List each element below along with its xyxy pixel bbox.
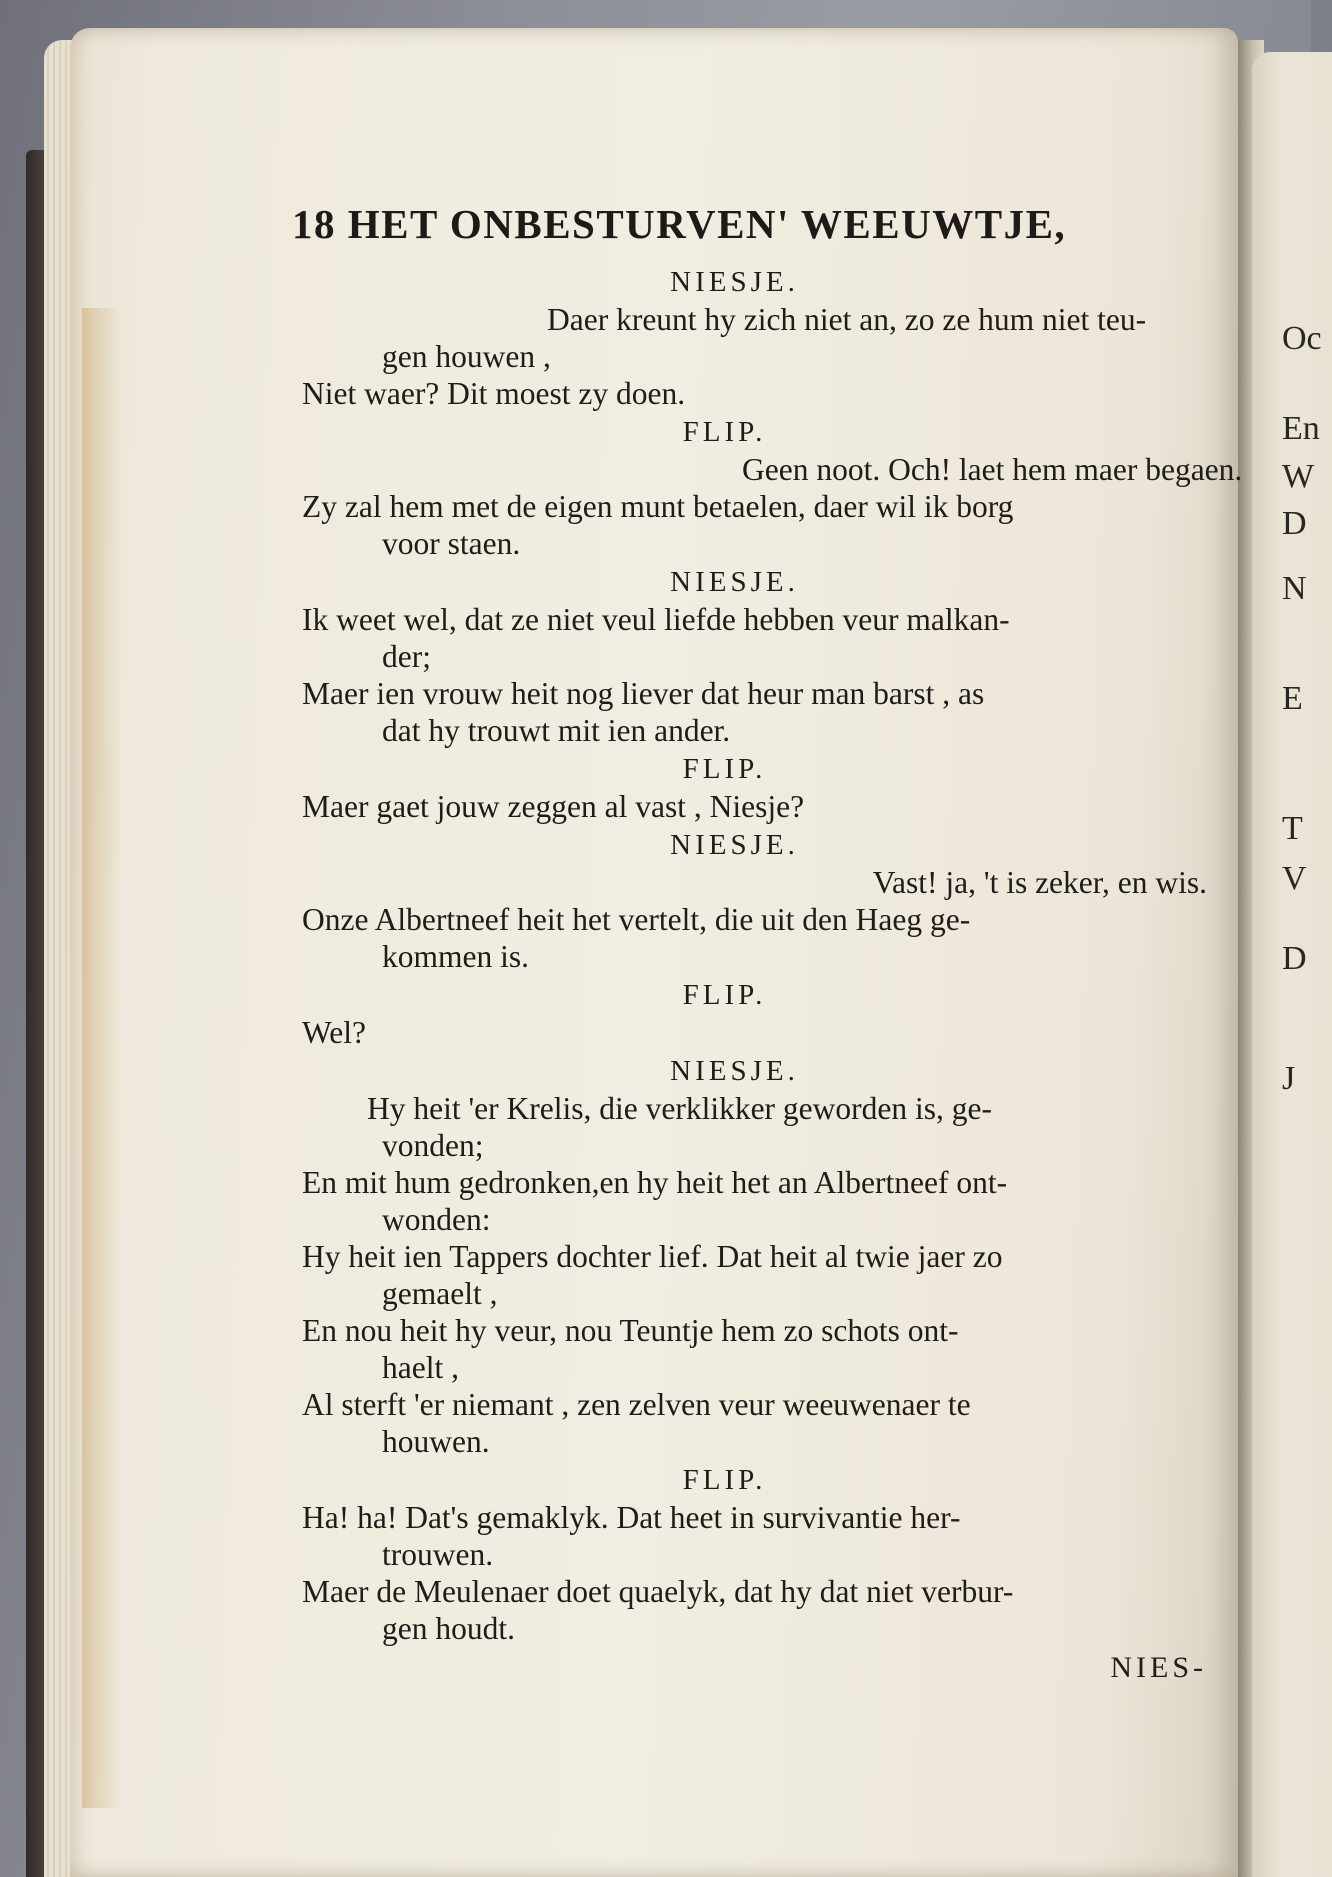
facing-page-letter: J [1282,1060,1296,1097]
verse-line: Wel? [302,1015,366,1050]
speaker-label: FLIP. [682,753,767,785]
catchword: NIES- [1110,1651,1207,1684]
verse-line: Daer kreunt hy zich niet an, zo ze hum niet teu- [547,302,1147,337]
facing-page-letter: N [1282,570,1307,607]
speaker-label: NIESJE. [670,829,799,861]
running-head: 18 HET ONBESTURVEN' WEEUWTJE, [292,201,1067,247]
verse-line: En mit hum gedronken,en hy heit het an Albertneef ont- [302,1165,1008,1200]
verse-line: Hy heit ien Tappers dochter lief. Dat heit al twie jaer zo [302,1239,1003,1274]
facing-page-letter: E [1282,680,1303,717]
verse-line: vonden; [382,1128,484,1163]
speaker-label: NIESJE. [670,266,799,298]
speaker-label: NIESJE. [670,1055,799,1087]
verse-line: Hy heit 'er Krelis, die verklikker geworden is, ge- [367,1091,992,1126]
verse-line: gen houdt. [382,1611,515,1646]
play-text [302,262,1243,1686]
verse-line: gemaelt , [382,1276,498,1311]
verse-line: En nou heit hy veur, nou Teuntje hem zo schots ont- [302,1313,959,1348]
facing-page-letter: V [1282,860,1307,897]
verse-line: haelt , [382,1350,459,1385]
verse-line: Maer de Meulenaer doet quaelyk, dat hy dat niet verbur- [302,1574,1014,1609]
verse-line: houwen. [382,1424,490,1459]
facing-page-letter: En [1282,410,1320,447]
verse-line: dat hy trouwt mit ien ander. [382,713,731,748]
verse-line: Vast! ja, 't is zeker, en wis. [872,865,1207,900]
verse-line: kommen is. [382,939,529,974]
speaker-label: NIESJE. [670,566,799,598]
verse-line: Niet waer? Dit moest zy doen. [302,376,686,411]
speaker-label: FLIP. [682,416,767,448]
verse-line: Onze Albertneef heit het vertelt, die uit den Haeg ge- [302,902,971,937]
verse-line: Ik weet wel, dat ze niet veul liefde hebben veur malkan- [302,602,1010,637]
facing-page-letter: W [1282,458,1315,495]
facing-page-letter: T [1282,810,1303,847]
verse-line: Zy zal hem met de eigen munt betaelen, daer wil ik borg [302,489,1014,524]
facing-page-letter: D [1282,505,1307,542]
verse-line: Geen noot. Och! laet hem maer begaen. [742,452,1243,487]
verse-line: der; [382,639,431,674]
verse-line: gen houwen , [382,339,551,374]
verse-line: Maer ien vrouw heit nog liever dat heur man barst , as [302,676,985,711]
verse-line: voor staen. [382,526,521,561]
facing-page-letter: Oc [1282,320,1322,357]
facing-page-letter: D [1282,940,1307,977]
verse-line: Maer gaet jouw zeggen al vast , Niesje? [302,789,805,824]
verse-line: Ha! ha! Dat's gemaklyk. Dat heet in survivantie her- [302,1500,961,1535]
speaker-label: FLIP. [682,979,767,1011]
page-foxing-stain [82,308,122,1808]
verse-line: wonden: [382,1202,491,1237]
verse-line: Al sterft 'er niemant , zen zelven veur weeuwenaer te [302,1387,971,1422]
verse-line: trouwen. [382,1537,494,1572]
speaker-label: FLIP. [682,1464,767,1496]
